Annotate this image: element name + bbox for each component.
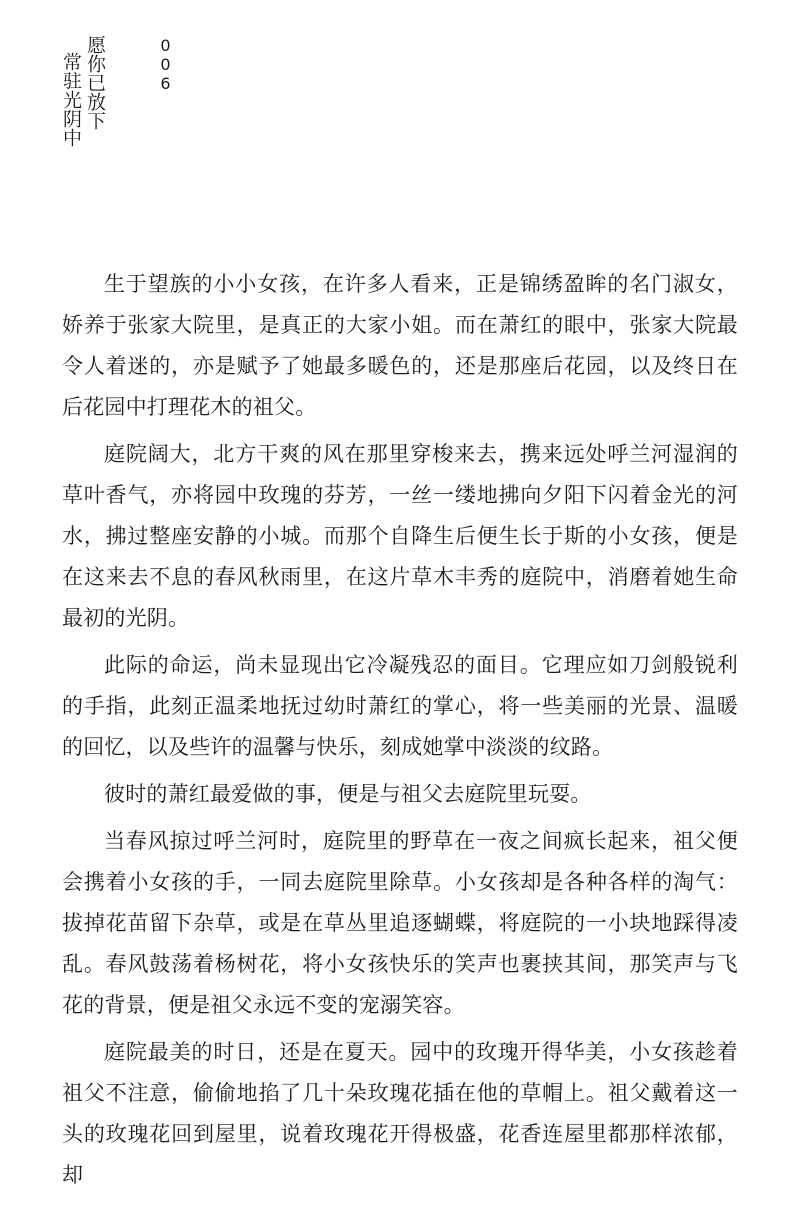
running-title-line-2: 愿你已放下: [84, 35, 106, 130]
paragraph: 生于望族的小小女孩，在许多人看来，正是锦绣盈眸的名门淑女，娇养于张家大院里，是真正的大家小姐。而在萧红的眼中，张家大院最令人着迷的，亦是赋予了她最多暖色的，还是那座后花园，以及终日在后花园中打理花木的祖父。: [62, 272, 738, 419]
paragraph: 此际的命运，尚未显现出它冷凝残忍的面目。它理应如刀剑般锐利的手指，此刻正温柔地抚过幼时萧红的掌心，将一些美丽的光景、温暖的回忆，以及些许的温馨与快乐，刻成她掌中淡淡的纹路。: [62, 653, 738, 759]
paragraph: 彼时的萧红最爱做的事，便是与祖父去庭院里玩耍。: [104, 782, 592, 806]
page-number: 006: [156, 36, 175, 93]
body-text: [62, 264, 738, 1202]
running-title-line-1: 常驻光阴中: [60, 52, 82, 147]
paragraph: 庭院阔大，北方干爽的风在那里穿梭来去，携来远处呼兰河湿润的草叶香气，亦将园中玫瑰的芬芳，一丝一缕地拂向夕阳下闪着金光的河水，拂过整座安静的小城。而那个自降生后便生长于斯的小女孩，便是在这来去不息的春风秋雨里，在这片草木丰秀的庭院中，消磨着她生命最初的光阴。: [62, 442, 738, 630]
paragraph: 当春风掠过呼兰河时，庭院里的野草在一夜之间疯长起来，祖父便会携着小女孩的手，一同去庭院里除草。小女孩却是各种各样的淘气：拔掉花苗留下杂草，或是在草丛里追逐蝴蝶，将庭院的一小块地踩得凌乱。春风鼓荡着杨树花，将小女孩快乐的笑声也裹挟其间，那笑声与飞花的背景，便是祖父永远不变的宠溺笑容。: [62, 829, 738, 1017]
paragraph: 庭院最美的时日，还是在夏天。园中的玫瑰开得华美，小女孩趁着祖父不注意，偷偷地掐了几十朵玫瑰花插在他的草帽上。祖父戴着这一头的玫瑰花回到屋里，说着玫瑰花开得极盛，花香连屋里都那样浓郁，却: [62, 1040, 738, 1187]
